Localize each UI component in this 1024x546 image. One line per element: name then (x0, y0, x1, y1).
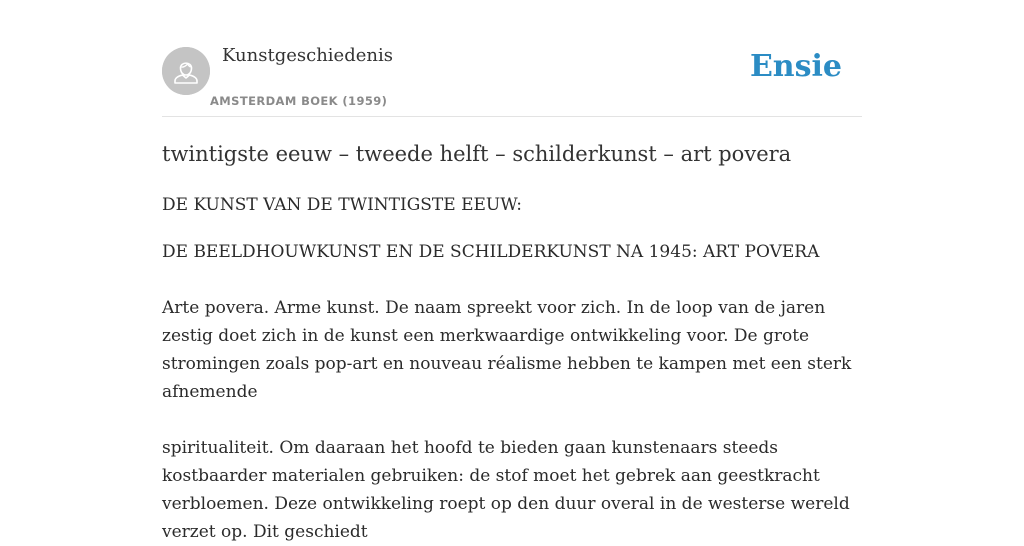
author-name[interactable]: Kunstgeschiedenis (222, 45, 393, 66)
subsection-heading: DE BEELDHOUWKUNST EN DE SCHILDERKUNST NA 1945: ART POVERA (162, 242, 820, 262)
source-label: AMSTERDAM BOEK (1959) (210, 94, 388, 108)
page-title: twintigste eeuw – tweede helft – schilderkunst – art povera (162, 142, 792, 166)
ensie-logo[interactable]: Ensie (749, 49, 842, 84)
user-avatar-icon (162, 47, 210, 95)
article-header (162, 40, 862, 117)
paragraph: Arte povera. Arme kunst. De naam spreekt voor zich. In de loop van de jaren zestig doet zich in de kunst een merkwaardige ontwikkeling voor. De grote stromingen zoals pop-art en nouveau réalisme hebben te kampen met een sterk afnemende (162, 298, 852, 402)
section-heading: DE KUNST VAN DE TWINTIGSTE EEUW: (162, 195, 522, 215)
paragraph: spiritualiteit. Om daaraan het hoofd te bieden gaan kunstenaars steeds kostbaarder materialen gebruiken: de stof moet het gebrek aan geestkracht verbloemen. Deze ontwikkeling roept op den duur overal in de westerse wereld verzet op. Dit geschiedt (162, 438, 850, 542)
author-avatar[interactable] (162, 47, 210, 95)
article-body (162, 138, 862, 546)
